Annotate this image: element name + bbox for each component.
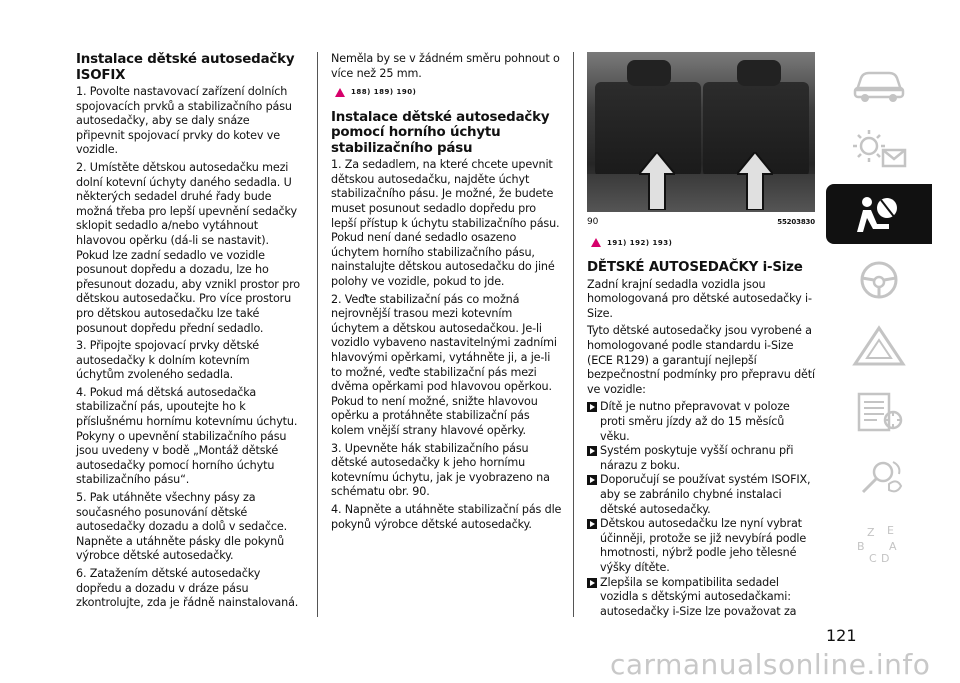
settings-tech-icon (849, 456, 909, 500)
cargo-floor (587, 174, 815, 212)
step-3: 3. Připojte spojovací prvky dětské autosedačky k dolním kotevním úchytům zvoleného sedadla. (76, 339, 260, 382)
alphabet-index-icon (849, 522, 909, 566)
tab-emergency[interactable] (826, 316, 932, 376)
warning-triangle-icon (849, 324, 909, 368)
chapter-sidebar (826, 52, 932, 580)
svg-text:A: A (889, 540, 897, 553)
warning-refs: 191) 192) 193) (607, 238, 673, 247)
warning-refs: 188) 189) 190) (351, 88, 417, 97)
figure-code: 55203830 (777, 218, 815, 226)
warning-triangle-icon (335, 88, 345, 97)
section-heading-isize: DĚTSKÉ AUTOSEDAČKY i-Size (587, 260, 803, 276)
step-2: 2. Umístěte dětskou autosedačku mezi dolní kotevní úchyty daného sedadla. U některých sedadel druhé řady bude možná třeba pro lepší upevnění sedačky sklopit sedadlo a/nebo vytáhnout hlavovou opěrku (dá-li se nastavit). Pokud lze zadní sedadlo ve vozidle posunout dopředu a dozadu, lze ho přesunout dozadu, aby vznikl prostor pro dětskou autosedačku. Pro více prostoru pro dětskou autosedačku lze také posunout dopředu přední sedadlo. (76, 160, 300, 335)
svg-text:D: D (881, 552, 890, 565)
watermark: carmanualsonline.info (610, 648, 931, 681)
step-4: 4. Pokud má dětská autosedačka stabilizační pás, upoutejte ho k příslušnému hornímu kotevnímu úchytu. Pokyny o upevnění stabilizačního pásu jsou uvedeny v bodě „Montáž dětské autosedačky pomocí horního úchytu stabilizačního pásu“. (76, 385, 298, 487)
column-divider (573, 52, 574, 617)
bullet-arrow-icon (587, 519, 597, 529)
column-left (76, 52, 300, 614)
svg-text:C: C (869, 552, 877, 565)
tab-maintenance[interactable] (826, 382, 932, 442)
column-right (587, 52, 815, 619)
step-1: 1. Povolte nastavovací zařízení dolních spojovacích prvků a stabilizačního pásu autosedačky, aby se daly snáze připevnit spojovací prvky do kotev ve vozidle. (76, 85, 292, 157)
svg-text:B: B (857, 540, 865, 553)
bullet-item (587, 400, 815, 444)
airbag-person-icon (849, 192, 909, 236)
isize-para-2: Tyto dětské autosedačky jsou vyrobené a homologované podle standardu i-Size (ECE R129) a garantují nejlepší bezpečnostní podmínky pro přepravu dětí ve vozidle: (587, 324, 815, 396)
tether-step-1: 1. Za sedadlem, na které chcete upevnit dětskou autosedačku, najděte úchyt stabilizačního pásu. Je možné, že budete muset posunout sedadlo dopředu pro lepší přístup k úchytu stabilizačního pásu. Pokud není dané sedadlo osazeno úchytem horního stabilizačního pásu, nainstalujte dětskou autosedačku do jiné polohy ve vozidle, pokud to jde. (331, 158, 560, 289)
section-heading-isofix: Instalace dětské autosedačky ISOFIX (76, 52, 295, 83)
figure-caption (587, 215, 815, 230)
car-icon (849, 60, 909, 104)
steering-wheel-icon (849, 258, 909, 302)
bullet-arrow-icon (587, 446, 597, 456)
tether-step-2: 2. Veďte stabilizační pás co možná nejrovnější trasou mezi kotevním úchytem a dětskou autosedačkou. Je-li vozidlo vybaveno nastavitelnými zadními hlavovými opěrkami, vytáhněte ji, a je-li to možné, veďte stabilizační pás mezi dvěma opěrkami pod hlavovou opěrkou. Pokud to není možné, snižte hlavovou opěrku a protáhněte stabilizační pás kolem vnější strany hlavové opěrky. (331, 292, 557, 437)
tab-technical-data[interactable] (826, 448, 932, 508)
tab-driving[interactable] (826, 250, 932, 310)
bullet-item (587, 576, 815, 620)
tab-safety[interactable] (826, 184, 932, 244)
dashboard-lights-icon (849, 126, 909, 170)
warning-reference (335, 85, 563, 100)
bullet-text: Dětskou autosedačku lze nyní vybrat účinněji, protože se již nevybírá podle hmotnosti, nýbrž podle jeho tělesné výšky dítěte. (600, 517, 807, 574)
figure-90-image (587, 52, 815, 212)
arrow-up-icon (737, 152, 773, 210)
bullet-arrow-icon (587, 402, 597, 412)
column-divider (317, 52, 318, 617)
page-number: 121 (826, 626, 857, 645)
step-6: 6. Zatažením dětské autosedačky dopředu a dozadu v dráze pásu zkontrolujte, zda je řádně nainstalovaná. (76, 567, 299, 610)
warning-reference (591, 236, 815, 251)
bullet-arrow-icon (587, 475, 597, 485)
tab-vehicle-overview[interactable] (826, 52, 932, 112)
tab-index[interactable] (826, 514, 932, 574)
headrest (627, 60, 671, 86)
intro-text: Neměla by se v žádném směru pohnout o více než 25 mm. (331, 52, 560, 80)
column-middle (331, 52, 563, 535)
bullet-item (587, 444, 815, 473)
bullet-arrow-icon (587, 578, 597, 588)
bullet-text: Zlepšila se kompatibilita sedadel vozidla s dětskými autosedačkami: autosedačky i-Size lze považovat za (600, 575, 797, 618)
bullet-text: Doporučují se používat systém ISOFIX, aby se zabránilo chybné instalaci dětské autosedačky. (600, 473, 811, 516)
bullet-item (587, 473, 815, 517)
bullet-text: Systém poskytuje vyšší ochranu při nárazu z boku. (600, 444, 794, 472)
svg-text:E: E (887, 524, 894, 537)
tether-step-4: 4. Napněte a utáhněte stabilizační pás dle pokynů výrobce dětské autosedačky. (331, 502, 562, 531)
svg-text:Z: Z (867, 526, 875, 539)
headrest (737, 60, 781, 86)
step-5: 5. Pak utáhněte všechny pásy za současného posunování dětské autosedačky dozadu a dolů v sedačce. Napněte a utáhněte pásky dle pokynů výrobce dětské autosedačky. (76, 491, 287, 563)
bullet-text: Dítě je nutno přepravovat v poloze proti směru jízdy až do 15 měsíců věku. (600, 400, 790, 443)
tether-step-3: 3. Upevněte hák stabilizačního pásu dětské autosedačky k jeho hornímu kotevnímu úchytu, jak je vyobrazeno na schématu obr. 90. (331, 441, 550, 499)
section-heading-tether: Instalace dětské autosedačky pomocí horního úchytu stabilizačního pásu (331, 109, 550, 156)
figure-number: 90 (587, 217, 599, 227)
bullet-item (587, 517, 815, 575)
maintenance-checklist-icon (849, 390, 909, 434)
tab-dashboard-lights[interactable] (826, 118, 932, 178)
warning-triangle-icon (591, 238, 601, 247)
arrow-up-icon (639, 152, 675, 210)
isize-para-1: Zadní krajní sedadla vozidla jsou homologovaná pro dětské autosedačky i-Size. (587, 277, 812, 320)
